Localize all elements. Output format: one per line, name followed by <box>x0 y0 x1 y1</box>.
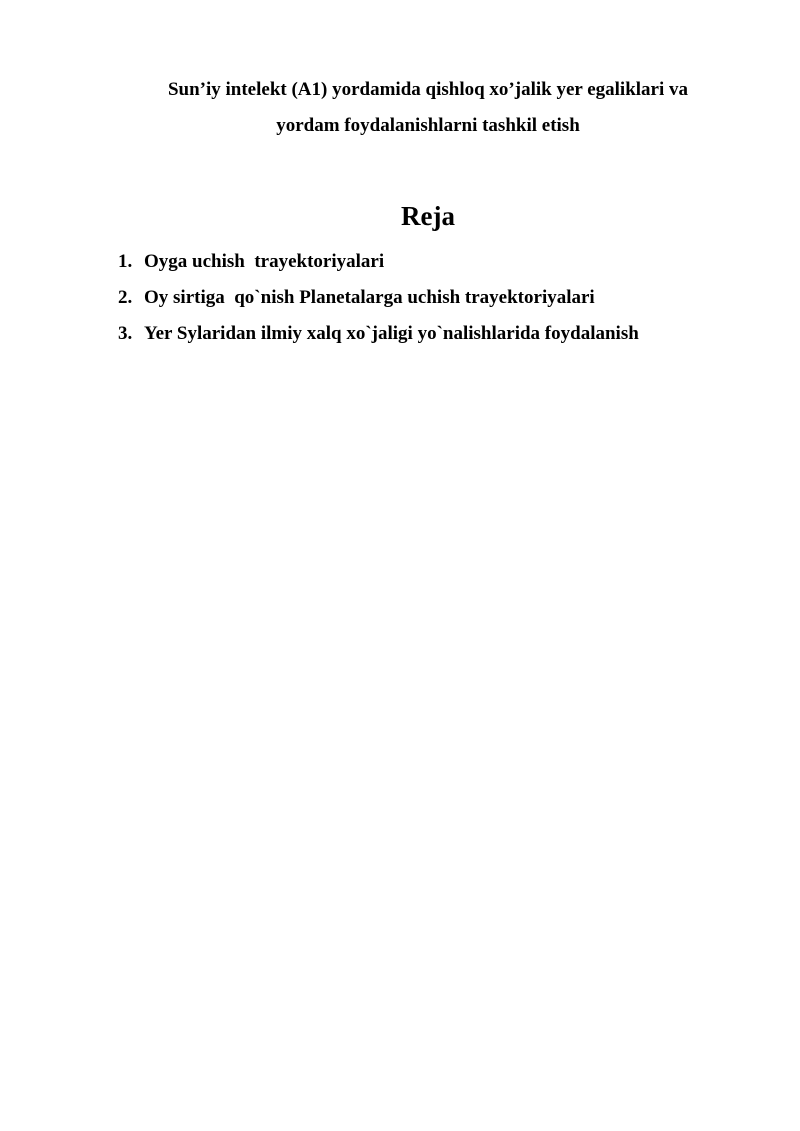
plan-item-text: Oyga uchish trayektoriyalari <box>144 251 385 272</box>
title-line-1: Sun’iy intelekt (A1) yordamida qishloq xo’jalik yer egaliklari va <box>167 79 689 100</box>
plan-heading: Reja <box>401 201 455 231</box>
plan-item-text: Yer Sylaridan ilmiy xalq xo`jaligi yo`nalishlarida foydalanish <box>144 323 639 344</box>
plan-list <box>118 244 639 352</box>
plan-item-3 <box>118 316 639 352</box>
plan-item-number: 1. <box>118 251 133 272</box>
plan-item-2 <box>118 280 639 316</box>
plan-item-number: 2. <box>118 287 133 308</box>
document-title <box>100 72 756 144</box>
plan-item-number: 3. <box>118 323 133 344</box>
plan-item-text: Oy sirtiga qo`nish Planetalarga uchish trayektoriyalari <box>144 287 595 308</box>
title-line-2: yordam foydalanishlarni tashkil etish <box>276 115 580 136</box>
plan-item-1 <box>118 244 639 280</box>
